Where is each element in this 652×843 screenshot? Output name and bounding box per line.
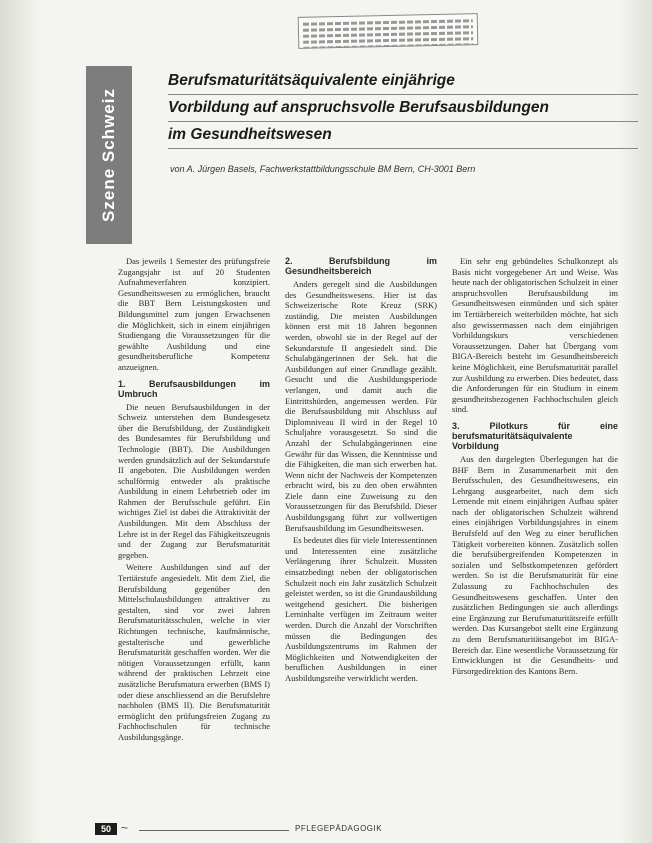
header-stamp-image bbox=[298, 13, 479, 49]
footer-rule bbox=[139, 830, 289, 831]
paragraph: Aus den dargelegten Überlegungen hat die BHF Bern in Zusammenarbeit mit den Berufsschulen, des Gesundheitswesens, ein Lehrgang ausgearbeitet, nach dem sich Lernende mit einem einjährigen Aufbau später nach der obligatorischen Schulzeit während eines einjährigen Vorbildungsjahres in einem Berufsfeld auf den Weg zu einer beruflichen Tätigkeit vorbereiten können. Zusätzlich sollen die berufsübergreifenden Kompetenzen in sozialen und Selbstkompetenzen gefördert werden. So ist die Berufsmaturität für eine Zulassung zu Fachhochschulen des Gesundheitswesens geschaffen. Unter den zusätzlichen Bedingungen sie auch allerdings eine Ergänzung zur Berufsmaturitätsreife erfüllt werden. Das Kursangebot stellt eine Ergänzung zu dem Berufsmaturitätsangebot im BIGA-Bereich dar. Eine wesentliche Voraussetzung für Entwicklungen ist die Gesundheits- und Fürsorgedirektion des Kantons Bern. bbox=[452, 453, 618, 676]
section-heading-3: 3. Pilotkurs für eine berufsmaturitätsäquivalente Vorbildung bbox=[452, 420, 618, 451]
section-heading-1: 1. Berufsausbildungen im Umbruch bbox=[118, 378, 270, 399]
handwritten-mark-icon: ~ bbox=[121, 821, 129, 835]
paragraph: Ein sehr eng gebündeltes Schulkonzept als Basis nicht vorgegebener Art und Weise. Was heute nach der obligatorischen Schulzeit in einer anspruchsvollen Berufsausbildung im Gesundheitswesen einmünden und sich später im Tertiärbereich weiterbilden möchte, hat sich also gewissermassen nach dem einjährigen Vorbildungskurs verschiedenen Voraussetzungen. Daher hat Übergang vom BIGA-Bereich besteht im Gesundheitsbereich keine Möglichkeit, eine Berufsmaturität parallel zur Ausbildung zu erwerben. Dies bedeutet, dass die Anforderungen für ein Studium in einem gesundheitsbezogenen Fachhochschulen gleich sind. bbox=[452, 256, 618, 415]
intro-paragraph: Das jeweils 1 Semester des prüfungsfreie Zugangsjahr ist auf 20 Studenten Aufnahmeverfahren konzipiert. Gesundheitswesen zu ermöglichen, braucht die BBT Bern Leistungskosten und Bildungsmittel zum jungen Erwachsenen die Möglichkeit, sich in einem einjährigen Studiengang die Voraussetzungen für die gewählte Ausbildung und eine gesundheitsberufliche Kompetenz anzueignen. bbox=[118, 256, 270, 372]
title-line-3: im Gesundheitswesen bbox=[168, 122, 638, 149]
paragraph: Anders geregelt sind die Ausbildungen des Gesundheitswesens. Hier ist das Schweizerische Rote Kreuz (SRK) zuständig. Die meisten Ausbildungen können erst mit 18 Jahren begonnen werden, obwohl sie in der Regel auf der Sekundarstufe II angesiedelt sind. Die Schulabgängerinnen der Sek. hat die Ausbildungen auf einer Grundlage gezählt. Gesucht und die Ausbildungsperiode verlangen, und damit auch die Eintrittshürden, angemessen werden. Für die Berufsausbildung mit Abschluss auf Diplomniveau II wird in der Regel 10 Schuljahre vorausgesetzt. So sind die Anzahl der Schulabgängerinnen eine Gewähr für das Wissen, die Kenntnisse und die Fähigkeiten, die man sich erwerben hat. Wenn nicht der Nachweis der Kompetenzen erbracht wird, bis zu den oben erwähnten Ziele dann eine Zuweisung zu den Voraussetzungen für das Berufsbild. Dieser Ausbildungsgang führt zur vollwertigen Berufsausbildung im Gesundheitswesen. bbox=[285, 279, 437, 533]
section-heading-2: 2. Berufsbildung im Gesundheitsbereich bbox=[285, 256, 437, 276]
page-number: 50 bbox=[95, 823, 117, 835]
text-column-1 bbox=[118, 256, 270, 745]
article-title bbox=[168, 68, 638, 149]
page-footer bbox=[95, 823, 625, 837]
paragraph: Es bedeutet dies für viele Interessentinnen und Interessenten eine zusätzliche Verlängerung ihrer Schulzeit. Mussten einsatzbedingt neben der obligatorischen Schulzeit noch ein Jahr zusätzlich Schulzeit geleistet werden, so ist die Grundausbildung weitgehend gesichert. Die bisherigen Lerninhalte verfügen im Zeitraum weiter werden. Durch die Anzahl der Vorschriften müssen die Bedingungen des Ausbildungszentrums im Rahmen der Möglichkeiten und Notwendigkeiten der beruflichen Ausbildungen in einer Ausbildungsreihe verwirklicht werden. bbox=[285, 535, 437, 683]
author-byline: von A. Jürgen Basels, Fachwerkstattbildungsschule BM Bern, CH-3001 Bern bbox=[170, 164, 476, 174]
paragraph: Die neuen Berufsausbildungen in der Schweiz unterstehen dem Bundesgesetz über die Berufsbildung, der Zuständigkeit des Bundesamtes für Berufsbildung und Technologie (BBT). Die Ausbildungen werden grundsätzlich auf der Sekundarstufe II angeboten. Die Ausbildungen werden schulförmig entweder als praktische Ausbildung in einem Lehrbetrieb oder im Rahmen der Berufsschule geführt. Ein wichtiges Ziel ist dabei die Attraktivität der Ausbildungen. Mit dem Abschluss der Lehre ist in der Regel das Fähigkeitszeugnis und der Zugang zur Berufsmaturität gegeben. bbox=[118, 401, 270, 560]
section-side-label bbox=[86, 66, 132, 244]
text-column-3 bbox=[452, 256, 618, 678]
title-line-1: Berufsmaturitätsäquivalente einjährige bbox=[168, 68, 638, 95]
magazine-name: PFLEGEPÄDAGOGIK bbox=[295, 824, 383, 833]
title-line-2: Vorbildung auf anspruchsvolle Berufsausbildungen bbox=[168, 95, 638, 122]
paragraph: Weitere Ausbildungen sind auf der Tertiärstufe angesiedelt. Mit dem Ziel, die Berufsbildung gegenüber den Mittelschulausbildungen attraktiver zu gestalten, sind vor zwei Jahren Berufsmaturitätsschulen, welche in vier Richtungen technische, kaufmännische, gestalterische und gewerbliche Berufsmaturität geschaffen worden. Wer die nötigen Voraussetzungen erfüllt, kann während der praktischen Lehrzeit eine zusätzliche Berufsmatura erwerben (BMS I) oder diese anschliessend an die Berufslehre nachholen (BMS II). Die Berufsmaturität ermöglicht den prüfungsfreien Zugang zu Fachhochschulen für technische Ausbildungsgänge. bbox=[118, 562, 270, 742]
section-side-label-text: Szene Schweiz bbox=[99, 88, 118, 222]
text-column-2 bbox=[285, 256, 437, 686]
